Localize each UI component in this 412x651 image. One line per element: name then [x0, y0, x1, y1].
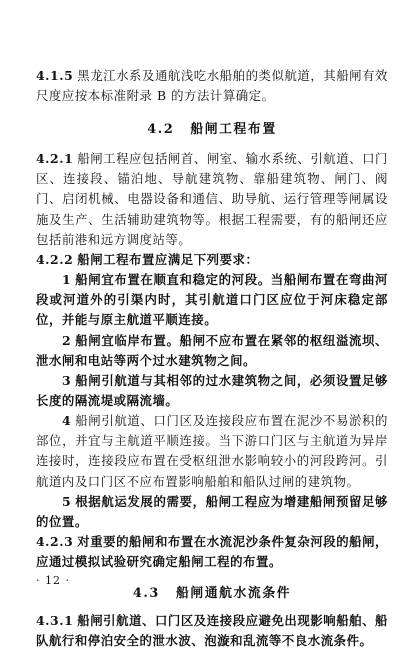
clause-number: 4.2.3	[36, 534, 74, 549]
item-text: 船闸宜临岸布置。船闸不应布置在紧邻的枢纽溢流坝、泄水闸和电站等两个过水建筑物之间。	[36, 333, 388, 369]
clause-text: 船闸工程布置应满足下列要求：	[77, 252, 259, 267]
clause-4-3-1	[36, 611, 388, 651]
item-number: 4	[62, 413, 72, 428]
item-number: 2	[62, 333, 72, 348]
item-text: 船闸宜布置在顺直和稳定的河段。当船闸布置在弯曲河段或河道外的引渠内时，其引航道口门区应位于河床稳定部位，并能与原主航道平顺连接。	[36, 272, 388, 328]
clause-number: 4.3.1	[36, 613, 74, 628]
clause-text: 黑龙江水系及通航浅吃水船舶的类似航道，其船闸有效尺度应按本标准附录 B 的方法计算确定。	[36, 68, 388, 104]
item-text: 根据航运发展的需要，船闸工程应为增建船闸预留足够的位置。	[36, 494, 388, 530]
list-item-1	[36, 270, 388, 331]
clause-4-1-5	[36, 66, 388, 106]
section-number: 4.3	[132, 586, 160, 601]
item-text: 船闸引航道、口门区及连接段应布置在泥沙不易淤积的部位，并宜与主航道平顺连接。当下游口门区与主航道为异岸连接时，连接段应布置在受枢纽泄水影响较小的河段跨河。引航道内及口门区不应布置影响船舶和船队过闸的建筑物。	[36, 413, 388, 489]
item-number: 3	[62, 373, 72, 388]
clause-text: 船闸引航道、口门区及连接段应避免出现影响船舶、船队航行和停泊安全的泄水波、泡漩和乱流等不良水流条件。	[36, 613, 388, 649]
clause-4-2-2	[36, 250, 388, 270]
list-item-4	[36, 411, 388, 492]
clause-text: 对重要的船闸和布置在水流泥沙条件复杂河段的船闸，应通过模拟试验研究确定船闸工程的布置。	[36, 534, 388, 570]
section-number: 4.2	[147, 122, 175, 137]
section-heading-4-3	[36, 582, 388, 601]
list-item-5	[36, 492, 388, 532]
section-heading-4-2	[36, 118, 388, 137]
clause-text: 船闸工程应包括闸首、闸室、输水系统、引航道、口门区、连接段、锚泊地、导航建筑物、靠船建筑物、闸门、阀门、启闭机械、电器设备和通信、助导航、运行管理等闸属设施及生产、生活辅助建筑物等。根据工程需要，有的船闸还应包括前港和远方调度站等。	[36, 151, 388, 247]
clause-4-2-3	[36, 532, 388, 572]
item-text: 船闸引航道与其相邻的过水建筑物之间，必须设置足够长度的隔流堤或隔流墙。	[36, 373, 388, 409]
item-number: 1	[62, 272, 72, 287]
list-item-2	[36, 331, 388, 371]
page-number: · 12 ·	[36, 574, 70, 587]
clause-number: 4.2.2	[36, 252, 74, 267]
section-title: 船闸工程布置	[190, 122, 277, 137]
list-item-3	[36, 371, 388, 411]
section-title: 船闸通航水流条件	[175, 586, 292, 601]
clause-number: 4.2.1	[36, 151, 74, 166]
item-number: 5	[62, 494, 72, 509]
clause-4-2-1	[36, 149, 388, 250]
clause-number: 4.1.5	[36, 68, 74, 83]
